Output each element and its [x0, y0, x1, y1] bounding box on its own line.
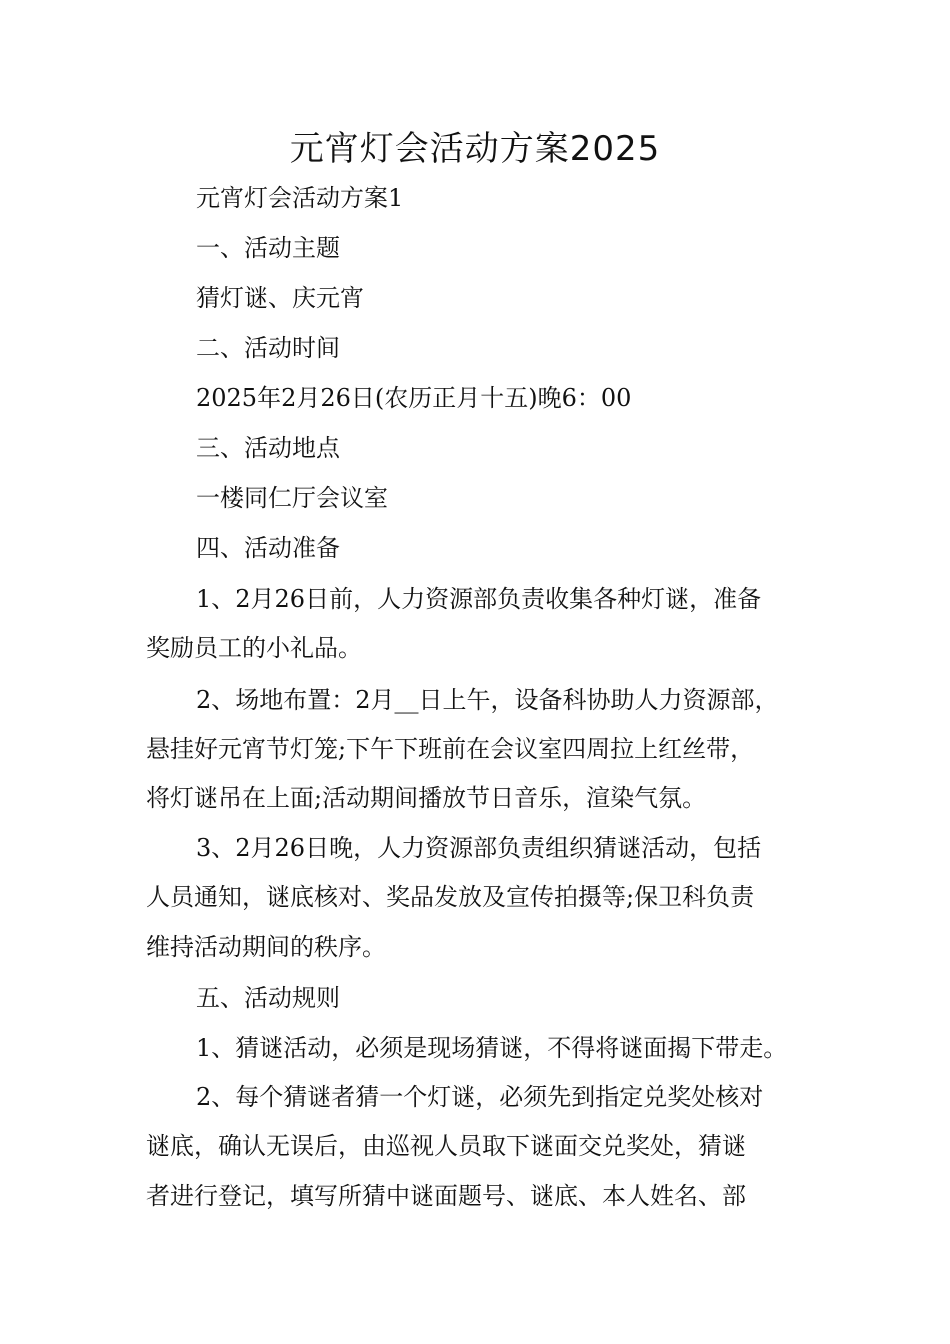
paragraph-line: 2、每个猜谜者猜一个灯谜，必须先到指定兑奖处核对	[196, 1083, 764, 1111]
paragraph-line: 1、2月26日前，人力资源部负责收集各种灯谜，准备	[196, 585, 762, 613]
paragraph-time: 2025年2月26日(农历正月十五)晚6：00	[196, 384, 632, 412]
paragraph-line: 悬挂好元宵节灯笼;下午下班前在会议室四周拉上红丝带，	[146, 735, 755, 763]
paragraph-theme: 猜灯谜、庆元宵	[196, 284, 364, 312]
paragraph-line: 3、2月26日晚，人力资源部负责组织猜谜活动，包括	[196, 834, 762, 862]
document-title: 元宵灯会活动方案2025	[289, 129, 661, 169]
paragraph-line: 1、猜谜活动，必须是现场猜谜，不得将谜面揭下带走。	[196, 1034, 788, 1062]
section-heading-time: 二、活动时间	[196, 334, 340, 362]
paragraph-line: 谜底，确认无误后，由巡视人员取下谜面交兑奖处，猜谜	[146, 1132, 746, 1160]
paragraph-line: 奖励员工的小礼品。	[146, 634, 362, 662]
paragraph-line: 维持活动期间的秩序。	[146, 933, 386, 961]
section-heading-theme: 一、活动主题	[196, 234, 340, 262]
section-heading-preparation: 四、活动准备	[196, 534, 340, 562]
paragraph-line: 2、场地布置：2月__日上午，设备科协助人力资源部，	[196, 686, 779, 714]
paragraph-line: 人员通知，谜底核对、奖品发放及宣传拍摄等;保卫科负责	[146, 883, 755, 911]
section-heading-location: 三、活动地点	[196, 434, 340, 462]
paragraph-line: 者进行登记，填写所猜中谜面题号、谜底、本人姓名、部	[146, 1182, 746, 1210]
subtitle-plan-1: 元宵灯会活动方案1	[196, 184, 404, 212]
paragraph-line: 将灯谜吊在上面;活动期间播放节日音乐，渲染气氛。	[146, 784, 707, 812]
paragraph-location: 一楼同仁厅会议室	[196, 484, 388, 512]
section-heading-rules: 五、活动规则	[196, 984, 340, 1012]
